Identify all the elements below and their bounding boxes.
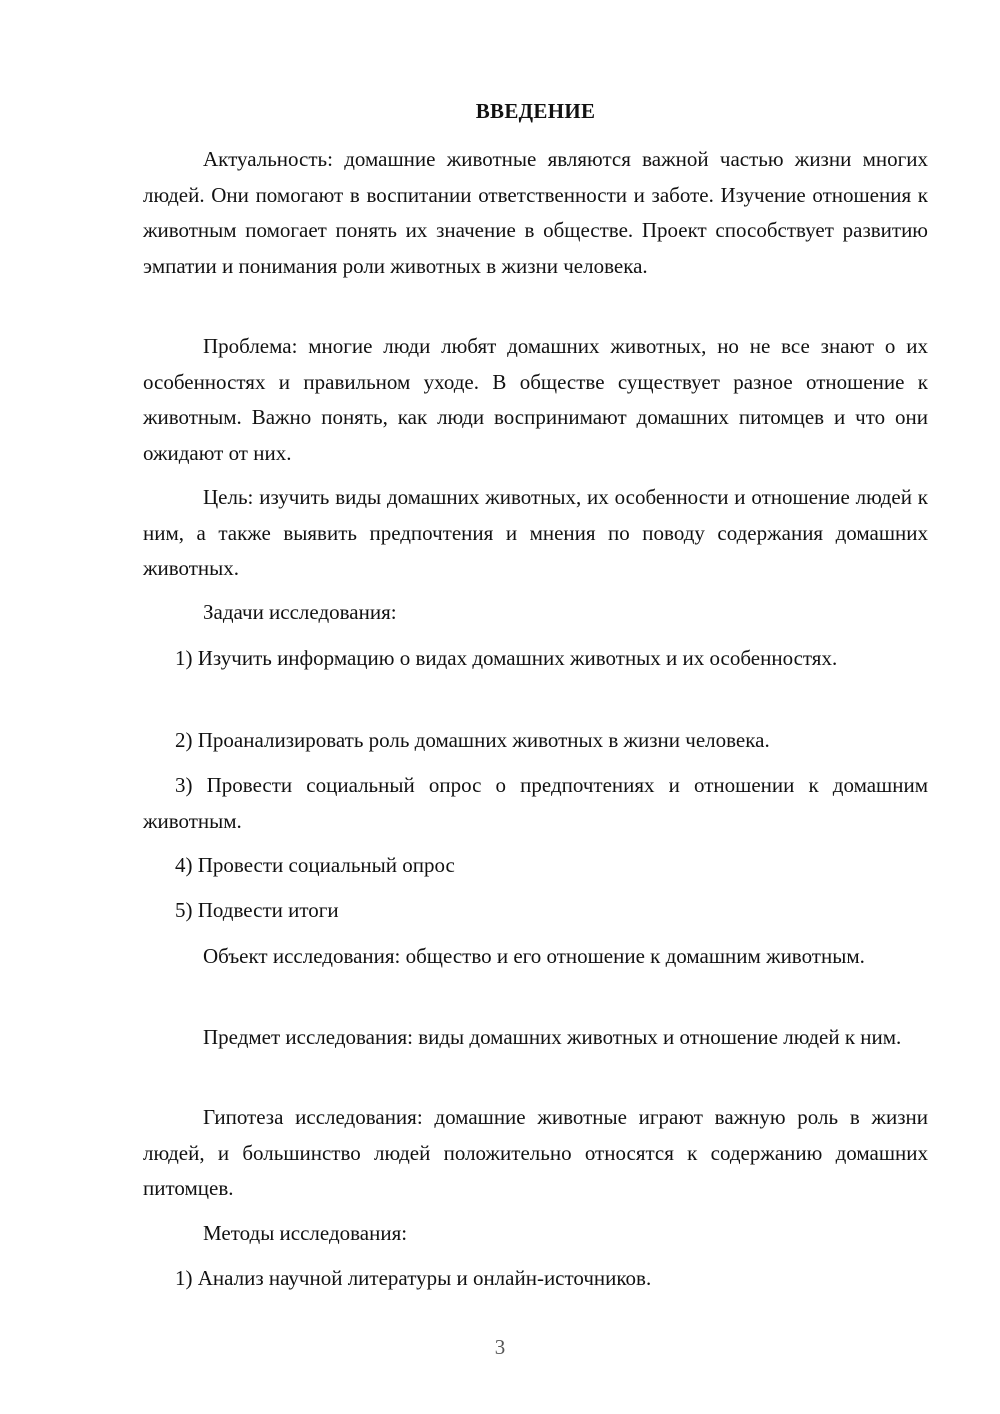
task-item-5: 5) Подвести итоги — [175, 898, 339, 922]
paragraph-methods-heading: Методы исследования: — [203, 1221, 408, 1245]
section-title: ВВЕДЕНИЕ — [475, 99, 596, 123]
task-item-2: 2) Проанализировать роль домашних животных в жизни человека. — [175, 728, 770, 752]
task-item-1: 1) Изучить информацию о видах домашних животных и их особенностях. — [175, 646, 838, 670]
paragraph-hypothesis: Гипотеза исследования: домашние животные играют важную роль в жизни людей, и большинство людей положительно относятся к содержанию домашних питомцев. — [143, 1105, 928, 1200]
paragraph-tasks-heading: Задачи исследования: — [203, 600, 397, 624]
paragraph-object: Объект исследования: общество и его отношение к домашним животным. — [203, 944, 865, 968]
paragraph-goal: Цель: изучить виды домашних животных, их особенности и отношение людей к ним, а также выявить предпочтения и мнения по поводу содержания домашних животных. — [143, 485, 928, 580]
method-item-1: 1) Анализ научной литературы и онлайн-источников. — [175, 1266, 652, 1290]
page-number: 3 — [494, 1335, 506, 1359]
paragraph-problem: Проблема: многие люди любят домашних животных, но не все знают о их особенностях и правильном уходе. В обществе существует разное отношение к животным. Важно понять, как люди воспринимают домашних питомцев и что они ожидают от них. — [143, 334, 928, 465]
task-item-4: 4) Провести социальный опрос — [175, 853, 455, 877]
task-item-3: 3) Провести социальный опрос о предпочтениях и отношении к домашним животным. — [143, 773, 928, 833]
paragraph-relevance: Актуальность: домашние животные являются важной частью жизни многих людей. Они помогают в воспитании ответственности и заботе. Изучение отношения к животным помогает понять их значение в обществе. Проект способствует развитию эмпатии и понимания роли животных в жизни человека. — [143, 147, 928, 278]
paragraph-subject: Предмет исследования: виды домашних животных и отношение людей к ним. — [203, 1025, 902, 1049]
